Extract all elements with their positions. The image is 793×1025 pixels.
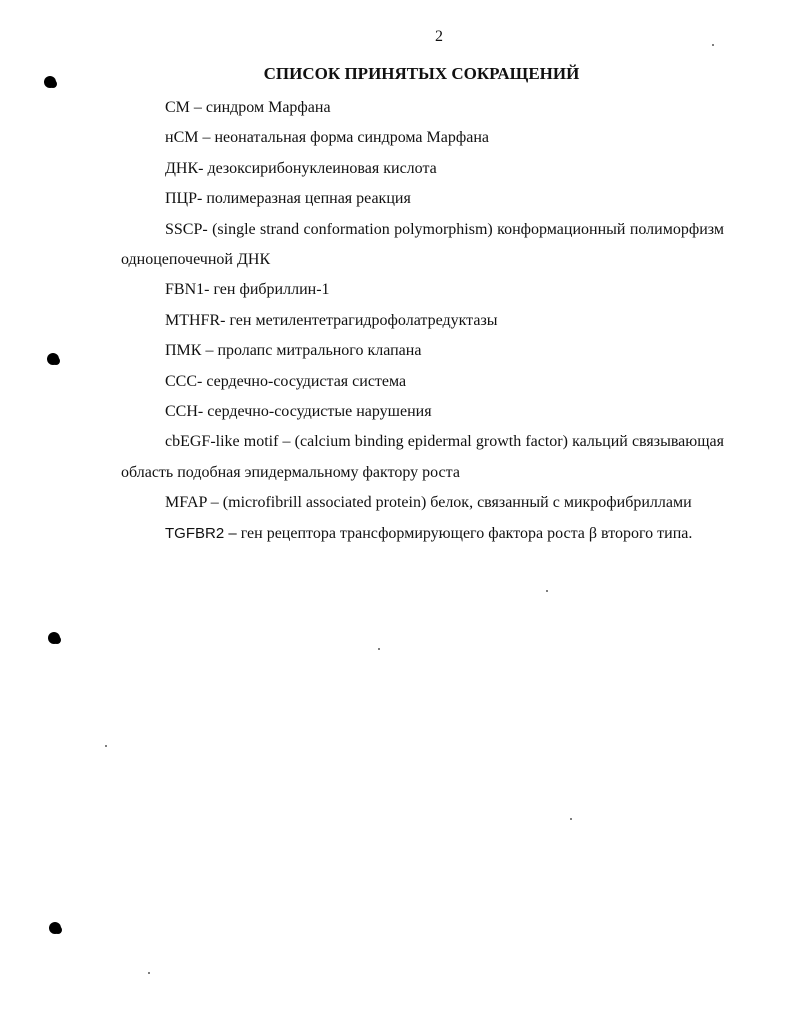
scan-speck — [148, 972, 150, 974]
binding-hole-mark — [44, 76, 56, 88]
scan-speck — [712, 44, 714, 46]
abbreviation-sscp: SSCP- (single strand conformation polymorphism) конформационный полиморфизм одноцепочечной ДНК — [121, 220, 724, 269]
page-number: 2 — [435, 28, 443, 45]
abbreviation-nsm: нСМ – неонатальная форма синдрома Марфана — [165, 129, 489, 147]
abbreviation-tgfbr2-code: TGFBR2 – — [165, 524, 237, 542]
abbreviation-sss: ССС- сердечно-сосудистая система — [165, 372, 407, 390]
abbreviation-sm: СМ – синдром Марфана — [165, 99, 331, 116]
page-title: СПИСОК ПРИНЯТЫХ СОКРАЩЕНИЙ — [263, 64, 580, 83]
abbreviation-tgfbr2-text: ген рецептора трансформирующего фактора роста β второго типа. — [236, 524, 693, 542]
abbreviation-dnk: ДНК- дезоксирибонуклеиновая кислота — [165, 159, 437, 177]
abbreviation-pmk: ПМК – пролапс митрального клапана — [165, 342, 422, 360]
abbreviation-pcr: ПЦР- полимеразная цепная реакция — [165, 190, 411, 208]
abbreviation-mthfr: MTHFR- ген метилентетрагидрофолатредуктазы — [165, 311, 498, 329]
abbreviation-fbn1: FBN1- ген фибриллин-1 — [165, 281, 330, 299]
scan-speck — [570, 818, 572, 820]
scan-speck — [546, 590, 548, 592]
abbreviation-cbegf: cbEGF-like motif – (calcium binding epidermal growth factor) кальций связывающая область подобная эпидермальному фактору роста — [121, 433, 724, 481]
binding-hole-mark — [49, 922, 61, 934]
abbreviation-list — [121, 93, 724, 549]
abbreviation-tgfbr2 — [121, 519, 724, 549]
abbreviation-mfap: MFAP – (microfibrill associated protein) белок, связанный с микрофибриллами — [165, 494, 692, 512]
scan-speck — [105, 745, 107, 747]
binding-hole-mark — [47, 353, 59, 365]
scan-speck — [378, 648, 380, 650]
binding-hole-mark — [48, 632, 60, 644]
abbreviation-ssn: ССН- сердечно-сосудистые нарушения — [165, 403, 432, 421]
